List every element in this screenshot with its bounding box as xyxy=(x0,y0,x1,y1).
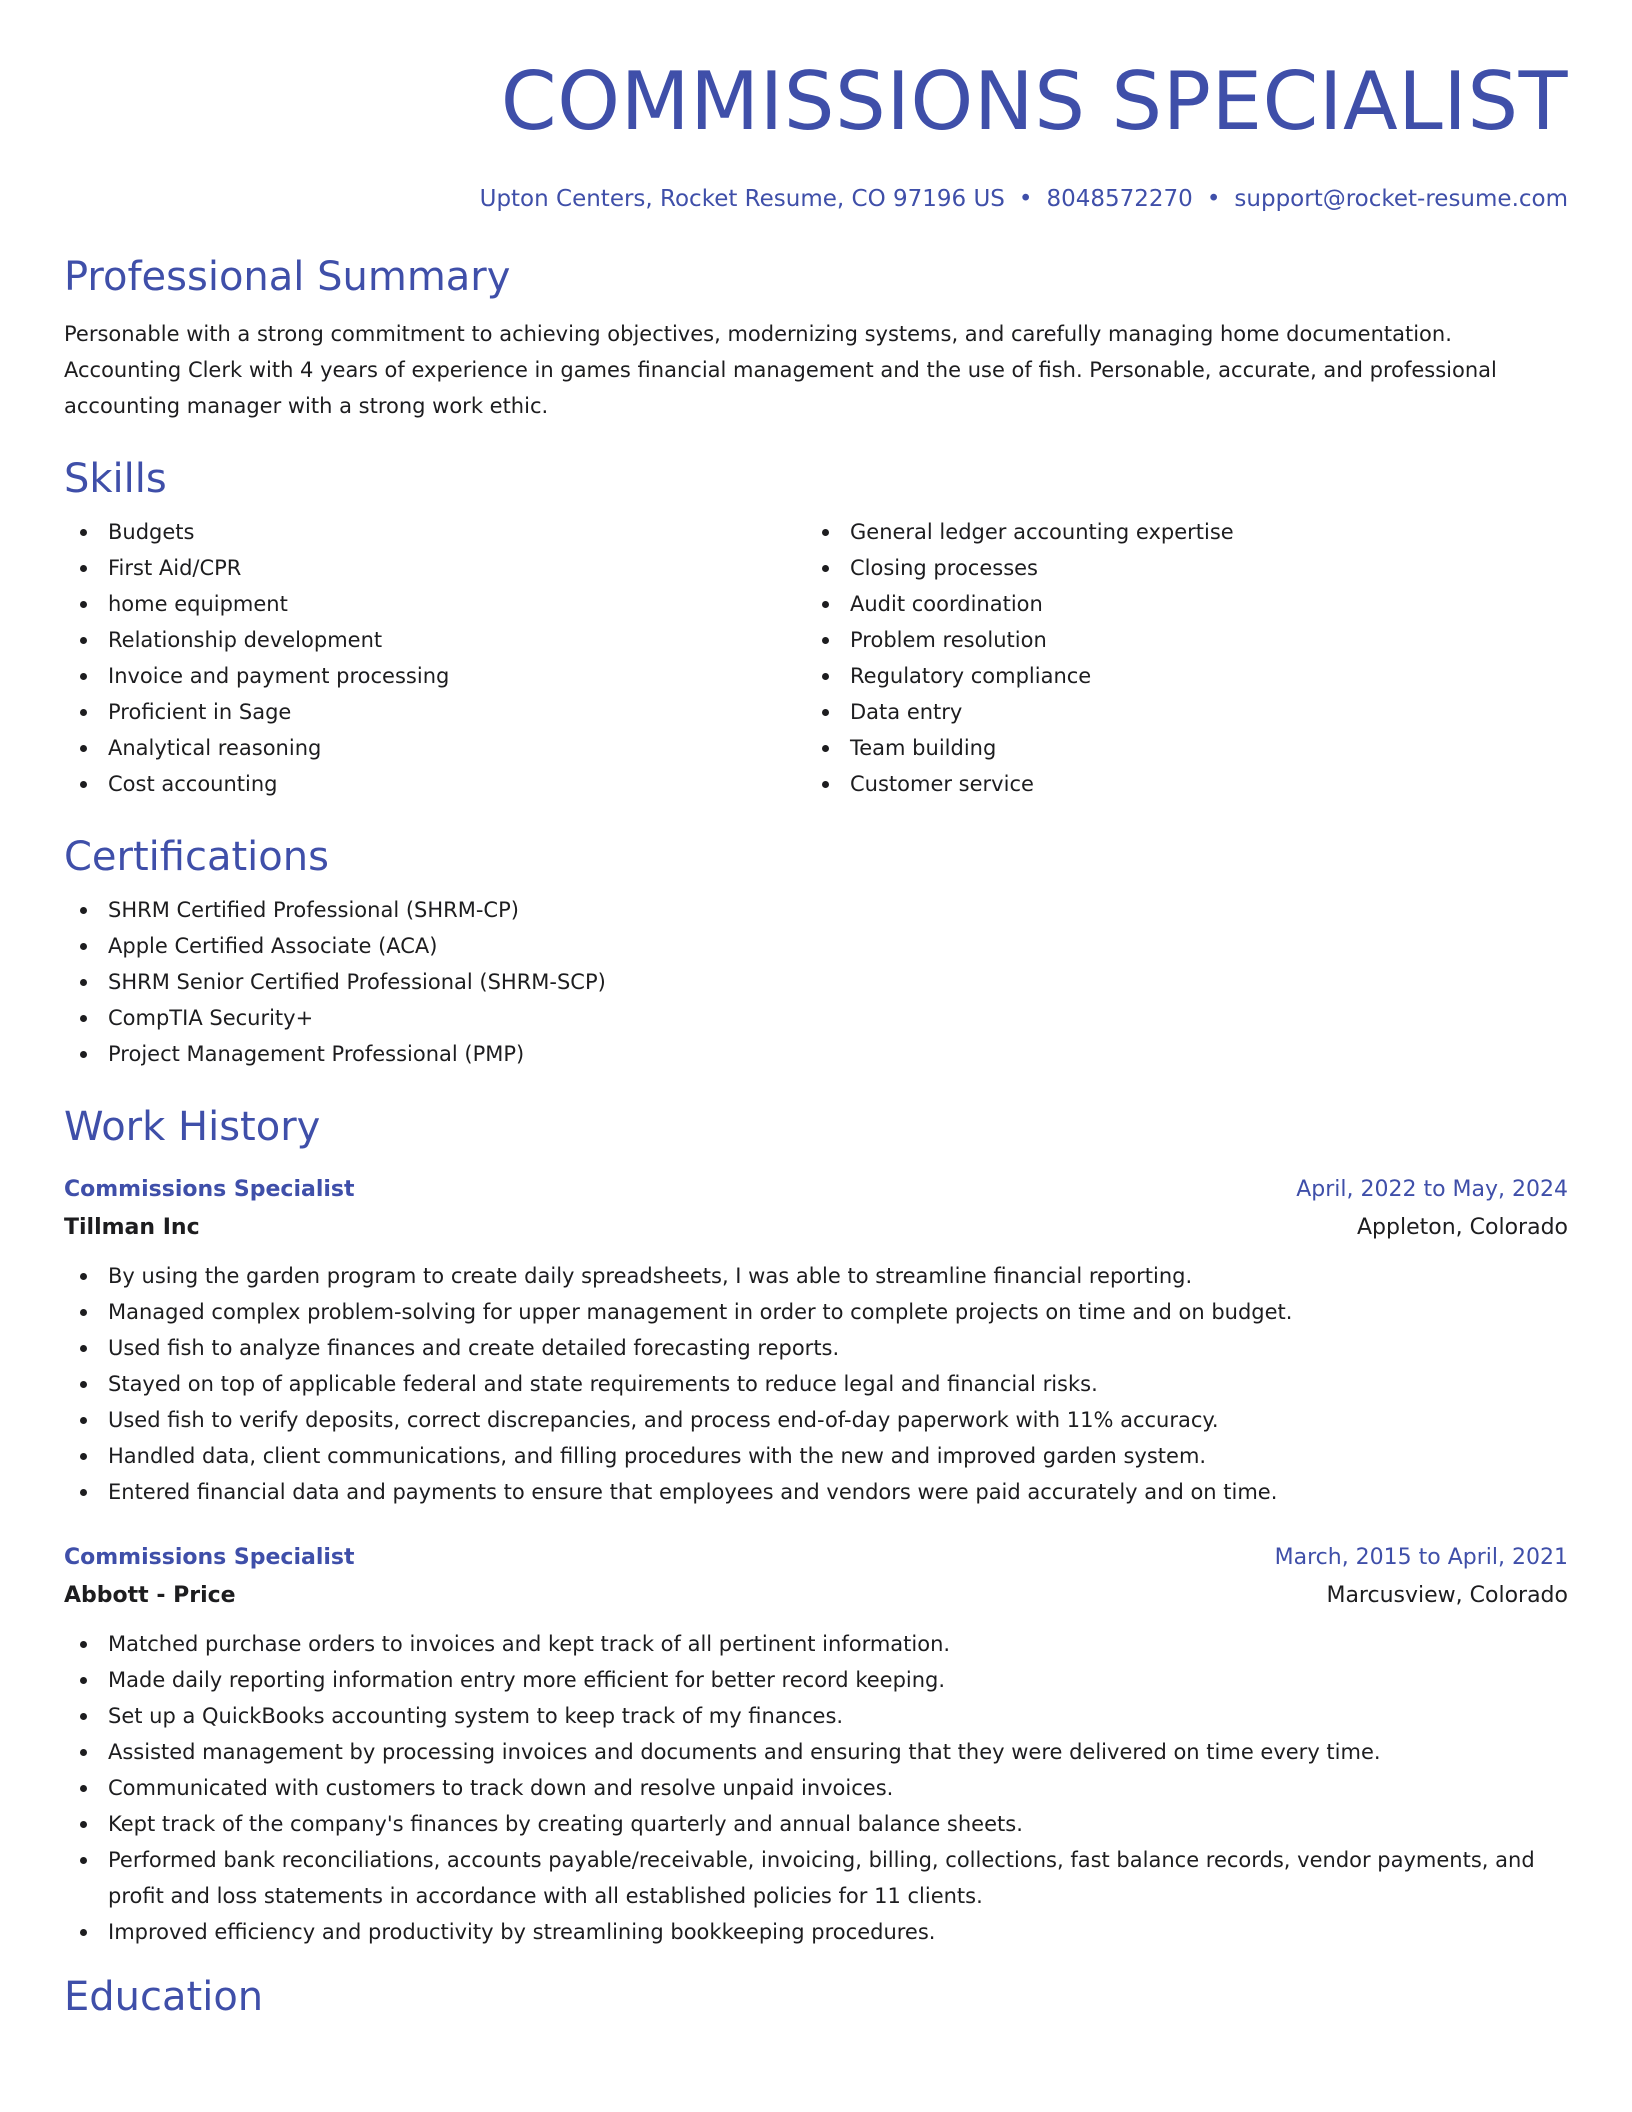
contact-separator: • xyxy=(1206,186,1221,212)
job-duty-item-text: By using the garden program to create daily spreadsheets, I was able to streamline financial reporting. xyxy=(108,1264,1193,1288)
certifications-list xyxy=(64,892,1568,1072)
skill-item xyxy=(64,694,806,730)
bullet-icon xyxy=(80,709,87,716)
bullet-icon xyxy=(80,1677,87,1684)
skill-item xyxy=(64,622,806,658)
bullet-icon xyxy=(822,601,829,608)
contact-phone: 8048572270 xyxy=(1046,186,1193,212)
skill-item-text: Problem resolution xyxy=(850,628,1047,652)
job-duty-item xyxy=(64,1626,1568,1662)
skill-item-text: Budgets xyxy=(108,520,195,544)
certification-item xyxy=(64,928,1568,964)
job-duty-item xyxy=(64,1438,1568,1474)
certification-item xyxy=(64,1036,1568,1072)
bullet-icon xyxy=(822,781,829,788)
job-company: Tillman Inc xyxy=(64,1215,200,1240)
bullet-icon xyxy=(80,1309,87,1316)
job-title: Commissions Specialist xyxy=(64,1177,355,1202)
job-company-row xyxy=(64,1208,1568,1248)
certification-item-text: SHRM Senior Certified Professional (SHRM-SCP) xyxy=(108,970,606,994)
bullet-icon xyxy=(80,1417,87,1424)
certification-item-text: CompTIA Security+ xyxy=(108,1006,314,1030)
job-duty-item-text: Used fish to analyze finances and create detailed forecasting reports. xyxy=(108,1336,840,1360)
skills-columns xyxy=(64,514,1568,802)
skill-item xyxy=(806,622,1548,658)
job-location: Appleton, Colorado xyxy=(1357,1215,1568,1240)
job-dates: March, 2015 to April, 2021 xyxy=(1274,1545,1568,1570)
job-duty-item-text: Managed complex problem-solving for upper management in order to complete projects on time and on budget. xyxy=(108,1300,1293,1324)
contact-separator: • xyxy=(1018,186,1033,212)
skill-item-text: Data entry xyxy=(850,700,963,724)
bullet-icon xyxy=(80,1273,87,1280)
bullet-icon xyxy=(80,1821,87,1828)
bullet-icon xyxy=(822,565,829,572)
skill-item-text: Closing processes xyxy=(850,556,1038,580)
bullet-icon xyxy=(80,1641,87,1648)
job-duty-item xyxy=(64,1698,1568,1734)
certification-item-text: Project Management Professional (PMP) xyxy=(108,1042,525,1066)
skill-item-text: Audit coordination xyxy=(850,592,1043,616)
job-duty-item-text: Kept track of the company's finances by creating quarterly and annual balance sheets. xyxy=(108,1812,1023,1836)
job-duty-item-text: Stayed on top of applicable federal and state requirements to reduce legal and financial risks. xyxy=(108,1372,1098,1396)
job-entry xyxy=(64,1540,1568,1950)
skill-item xyxy=(64,730,806,766)
certification-item xyxy=(64,964,1568,1000)
skill-item xyxy=(64,514,806,550)
bullet-icon xyxy=(80,1381,87,1388)
skill-item-text: First Aid/CPR xyxy=(108,556,242,580)
certifications-heading: Certifications xyxy=(64,834,329,880)
bullet-icon xyxy=(80,673,87,680)
skill-item xyxy=(64,658,806,694)
job-duties-list xyxy=(64,1626,1568,1950)
job-duty-item xyxy=(64,1770,1568,1806)
skill-item xyxy=(806,586,1548,622)
skill-item xyxy=(806,694,1548,730)
skill-item xyxy=(806,658,1548,694)
job-duty-item xyxy=(64,1402,1568,1438)
skill-item-text: Invoice and payment processing xyxy=(108,664,450,688)
certification-item xyxy=(64,1000,1568,1036)
contact-email: support@rocket-resume.com xyxy=(1234,186,1568,212)
job-header-row xyxy=(64,1172,1568,1208)
candidate-name: COMMISSIONS SPECIALIST xyxy=(500,55,1568,148)
bullet-icon xyxy=(822,709,829,716)
resume-page xyxy=(64,0,1568,2022)
job-title: Commissions Specialist xyxy=(64,1545,355,1570)
bullet-icon xyxy=(80,781,87,788)
job-duty-item xyxy=(64,1914,1568,1950)
skill-item-text: home equipment xyxy=(108,592,288,616)
skill-item-text: Analytical reasoning xyxy=(108,736,322,760)
contact-line xyxy=(64,184,1568,214)
job-duty-item-text: Improved efficiency and productivity by streamlining bookkeeping procedures. xyxy=(108,1920,936,1944)
skill-item-text: Relationship development xyxy=(108,628,383,652)
certification-item xyxy=(64,892,1568,928)
skill-item-text: Proficient in Sage xyxy=(108,700,292,724)
bullet-icon xyxy=(80,979,87,986)
bullet-icon xyxy=(822,637,829,644)
bullet-icon xyxy=(80,1857,87,1864)
job-duty-item-text: Handled data, client communications, and filling procedures with the new and improved garden system. xyxy=(108,1444,1207,1468)
bullet-icon xyxy=(80,1749,87,1756)
job-duty-item xyxy=(64,1474,1568,1510)
job-duty-item xyxy=(64,1330,1568,1366)
skill-item-text: General ledger accounting expertise xyxy=(850,520,1234,544)
job-duty-item-text: Entered financial data and payments to ensure that employees and vendors were paid accurately and on time. xyxy=(108,1480,1278,1504)
contact-address: Upton Centers, Rocket Resume, CO 97196 US xyxy=(479,186,1005,212)
job-duty-item xyxy=(64,1806,1568,1842)
bullet-icon xyxy=(80,1453,87,1460)
job-duty-item xyxy=(64,1366,1568,1402)
bullet-icon xyxy=(80,637,87,644)
skills-heading: Skills xyxy=(64,456,167,502)
job-dates: April, 2022 to May, 2024 xyxy=(1296,1177,1568,1202)
skill-item xyxy=(806,550,1548,586)
work-history-heading: Work History xyxy=(64,1104,321,1150)
job-duty-item-text: Assisted management by processing invoices and documents and ensuring that they were delivered on time every time. xyxy=(108,1740,1381,1764)
summary-text: Personable with a strong commitment to achieving objectives, modernizing systems, and carefully managing home documentation. Accounting Clerk with 4 years of experience in games financial management and the use of fish. Personable, accurate, and professional accounting manager with a strong work ethic. xyxy=(64,322,1497,418)
job-duty-item xyxy=(64,1734,1568,1770)
job-location: Marcusview, Colorado xyxy=(1326,1583,1568,1608)
bullet-icon xyxy=(80,1345,87,1352)
skill-item xyxy=(806,514,1548,550)
skill-item-text: Cost accounting xyxy=(108,772,278,796)
bullet-icon xyxy=(80,601,87,608)
bullet-icon xyxy=(80,907,87,914)
bullet-icon xyxy=(822,529,829,536)
bullet-icon xyxy=(822,745,829,752)
job-duties-list xyxy=(64,1258,1568,1510)
skill-item-text: Regulatory compliance xyxy=(850,664,1092,688)
bullet-icon xyxy=(80,1929,87,1936)
job-entry xyxy=(64,1172,1568,1510)
skills-list-left xyxy=(64,514,806,802)
job-duty-item-text: Communicated with customers to track down and resolve unpaid invoices. xyxy=(108,1776,894,1800)
bullet-icon xyxy=(80,529,87,536)
job-duty-item xyxy=(64,1662,1568,1698)
job-company-row xyxy=(64,1576,1568,1616)
skill-item xyxy=(64,766,806,802)
skill-item xyxy=(64,550,806,586)
job-duty-item-text: Set up a QuickBooks accounting system to keep track of my finances. xyxy=(108,1704,844,1728)
education-heading: Education xyxy=(64,1974,264,2020)
bullet-icon xyxy=(80,565,87,572)
skill-item-text: Team building xyxy=(850,736,997,760)
job-duty-item xyxy=(64,1294,1568,1330)
summary-heading: Professional Summary xyxy=(64,254,511,300)
job-header-row xyxy=(64,1540,1568,1576)
job-company: Abbott - Price xyxy=(64,1583,236,1608)
certification-item-text: Apple Certified Associate (ACA) xyxy=(108,934,438,958)
skill-item-text: Customer service xyxy=(850,772,1034,796)
job-duty-item xyxy=(64,1842,1568,1914)
skill-item xyxy=(64,586,806,622)
certification-item-text: SHRM Certified Professional (SHRM-CP) xyxy=(108,898,519,922)
job-duty-item xyxy=(64,1258,1568,1294)
bullet-icon xyxy=(80,1713,87,1720)
skill-item xyxy=(806,766,1548,802)
job-duty-item-text: Matched purchase orders to invoices and kept track of all pertinent information. xyxy=(108,1632,951,1656)
bullet-icon xyxy=(822,673,829,680)
bullet-icon xyxy=(80,1051,87,1058)
bullet-icon xyxy=(80,1785,87,1792)
bullet-icon xyxy=(80,943,87,950)
skills-list-right xyxy=(806,514,1548,802)
skill-item xyxy=(806,730,1548,766)
bullet-icon xyxy=(80,1489,87,1496)
job-duty-item-text: Performed bank reconciliations, accounts payable/receivable, invoicing, billing, collections, fast balance records, vendor payments, and profit and loss statements in accordance with all established policies for 11 clients. xyxy=(108,1848,1535,1908)
bullet-icon xyxy=(80,1015,87,1022)
job-duty-item-text: Made daily reporting information entry more efficient for better record keeping. xyxy=(108,1668,946,1692)
job-duty-item-text: Used fish to verify deposits, correct discrepancies, and process end-of-day paperwork with 11% accuracy. xyxy=(108,1408,1219,1432)
bullet-icon xyxy=(80,745,87,752)
